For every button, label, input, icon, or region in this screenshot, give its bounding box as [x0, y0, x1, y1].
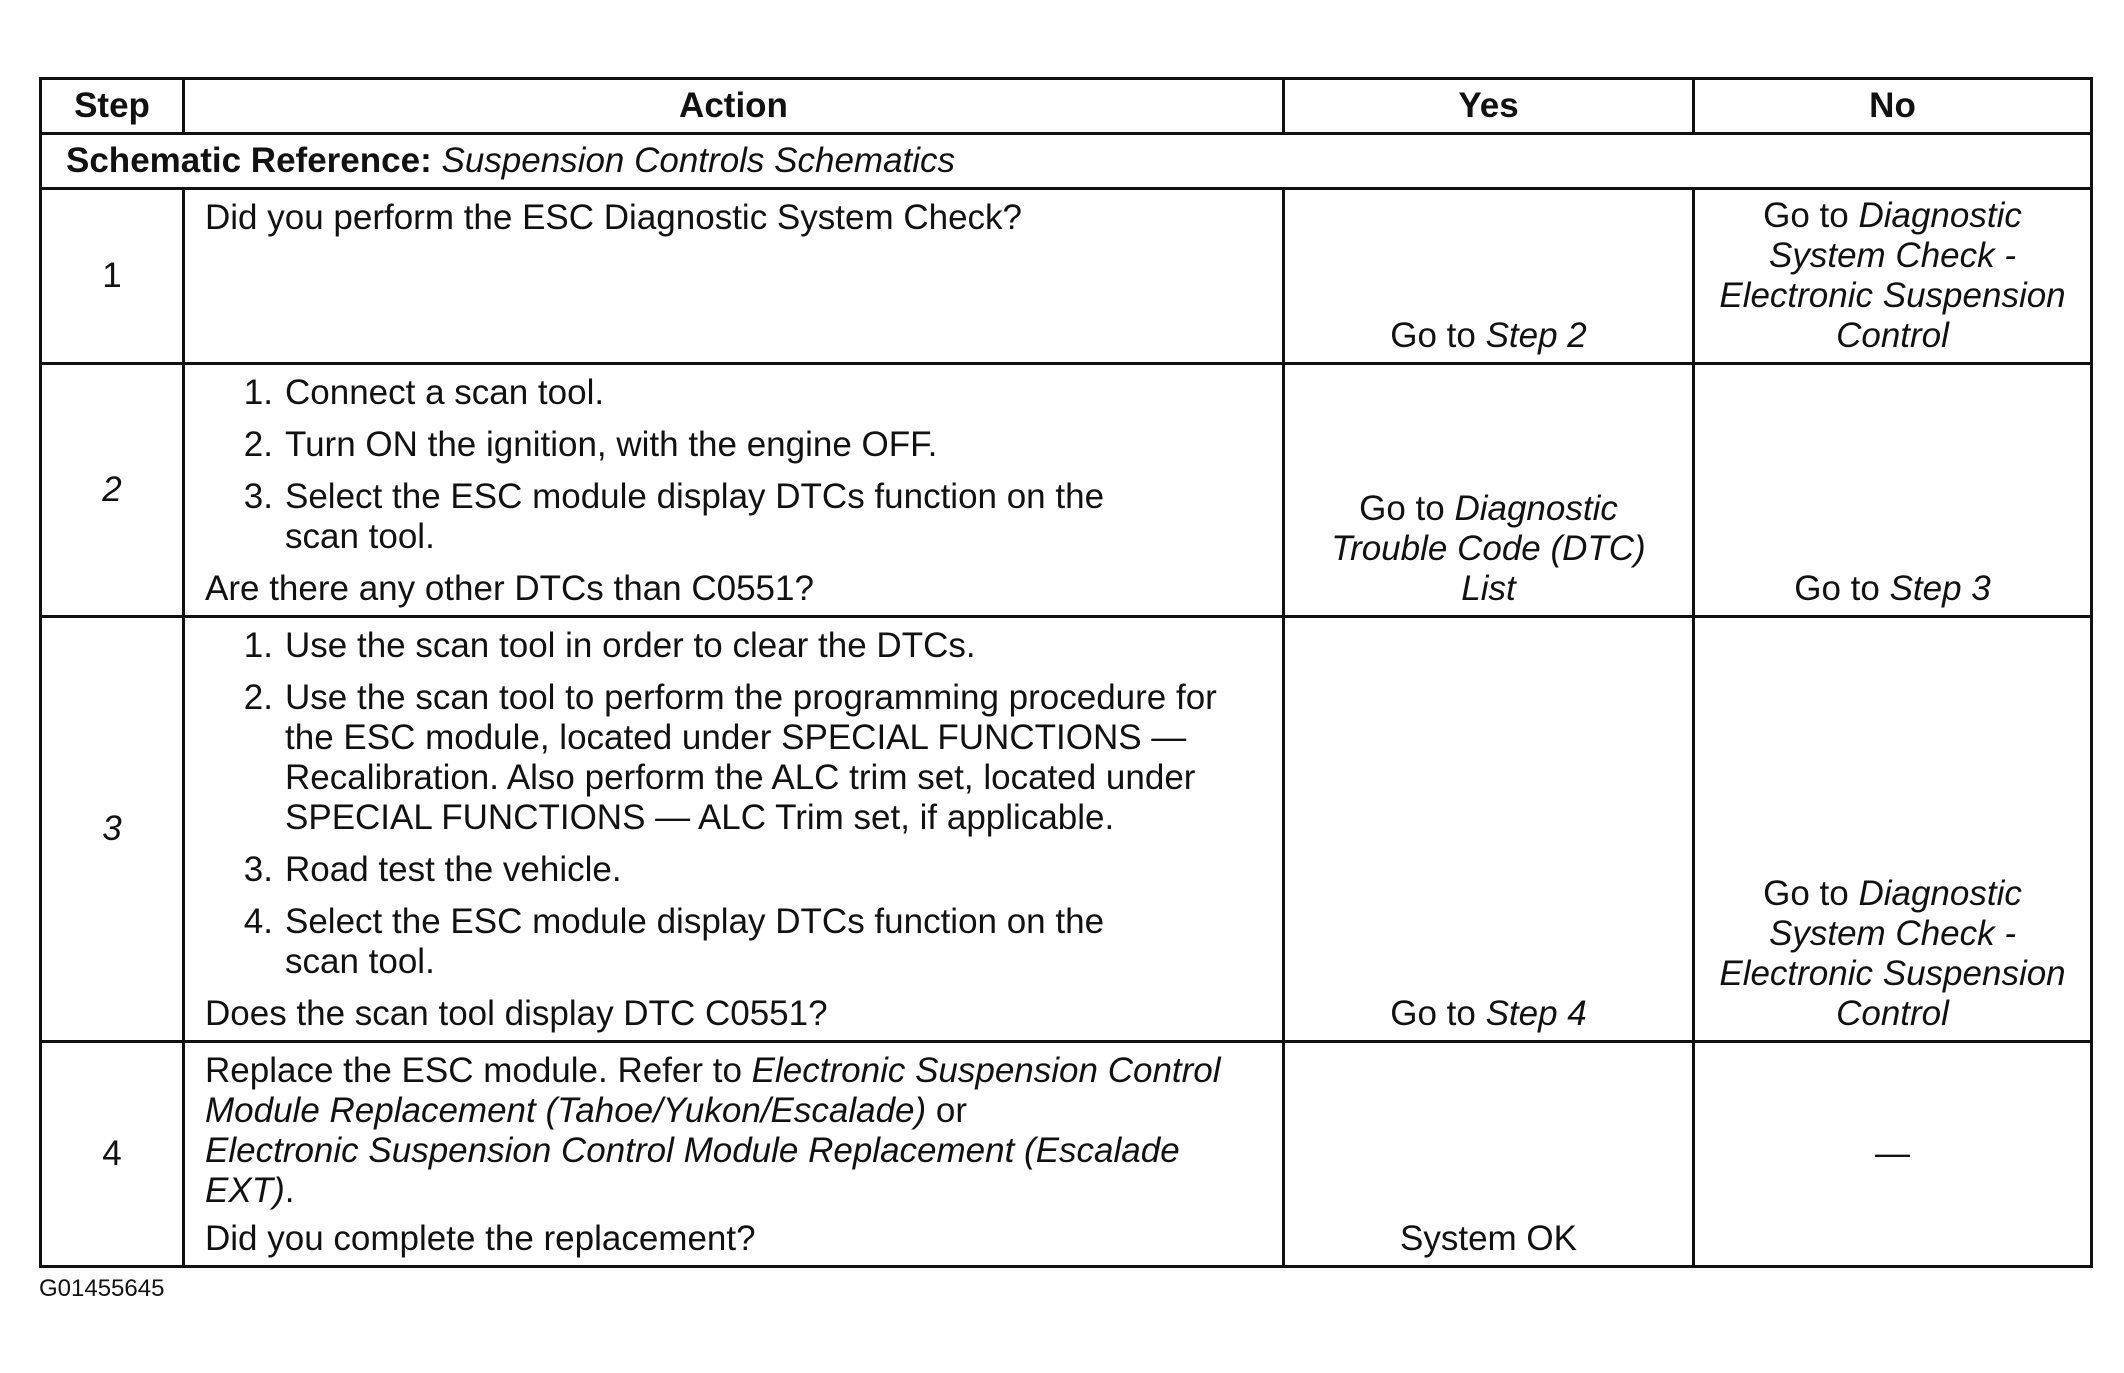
substep-number: 4.: [243, 902, 273, 941]
substep-text: Use the scan tool to perform the programming procedure for the ESC module, located under SPECIAL FUNCTIONS — Recalibration. Also perform the ALC trim set, located under SPECIAL FUNCTIONS — ALC Trim set, if applicable.: [285, 678, 1217, 837]
step-number: 4: [41, 1042, 184, 1267]
substep-text: Select the ESC module display DTCs function on the scan tool.: [285, 477, 1105, 556]
no-link-line: [1705, 874, 2080, 914]
no-prefix: Go to: [1794, 569, 1890, 608]
substep-number: 1.: [243, 373, 273, 412]
action-cell: [184, 617, 1284, 1042]
no-link-line[interactable]: Control: [1836, 994, 1949, 1033]
schematic-reference: [41, 134, 2092, 189]
yes-link[interactable]: Step 2: [1485, 316, 1587, 355]
list-item: [205, 850, 1266, 890]
yes-prefix: Go to: [1390, 316, 1486, 355]
header-row: [41, 79, 2092, 134]
substep-text: Connect a scan tool.: [285, 373, 605, 412]
action-question: Did you perform the ESC Diagnostic System Check?: [205, 198, 1022, 237]
list-item: [205, 678, 1266, 838]
action-instruction: [205, 1051, 1266, 1211]
no-link[interactable]: Diagnostic: [1858, 874, 2022, 913]
yes-link[interactable]: Step 4: [1485, 994, 1587, 1033]
substep-number: 2.: [243, 678, 273, 717]
yes-link-line[interactable]: List: [1461, 569, 1516, 608]
no-cell: [1694, 189, 2092, 364]
yes-cell: [1284, 189, 1694, 364]
substep-text: Use the scan tool in order to clear the DTCs.: [285, 626, 976, 665]
no-prefix: Go to: [1763, 874, 1859, 913]
table-row: [41, 189, 2092, 364]
no-prefix: Go to: [1763, 196, 1859, 235]
table-row: [41, 364, 2092, 617]
substep-text: Turn ON the ignition, with the engine OFF.: [285, 425, 938, 464]
no-cell: [1694, 1042, 2092, 1267]
no-link-line[interactable]: System Check -: [1769, 914, 2016, 953]
header-step: Step: [41, 79, 184, 134]
figure-id: G01455645: [39, 1275, 165, 1302]
substep-number: 1.: [243, 626, 273, 665]
header-action: Action: [184, 79, 1284, 134]
yes-link-line[interactable]: Trouble Code (DTC): [1331, 529, 1646, 568]
schematic-reference-row: [41, 134, 2092, 189]
substep-list: [205, 373, 1266, 557]
no-link[interactable]: Step 3: [1889, 569, 1991, 608]
list-item: [205, 477, 1266, 557]
procedure-link[interactable]: Electronic Suspension Control Module Replacement (Tahoe/Yukon/Escalade): [205, 1051, 1221, 1130]
action-question: Does the scan tool display DTC C0551?: [205, 994, 828, 1033]
no-link[interactable]: Diagnostic: [1858, 196, 2022, 235]
step-number: 1: [41, 189, 184, 364]
header-no: No: [1694, 79, 2092, 134]
list-item: [205, 902, 1266, 982]
action-question: Are there any other DTCs than C0551?: [205, 569, 814, 608]
schematic-reference-label: Schematic Reference:: [66, 141, 432, 180]
substep-text: Select the ESC module display DTCs function on the scan tool.: [285, 902, 1105, 981]
substep-number: 3.: [243, 850, 273, 889]
action-text: .: [284, 1171, 295, 1210]
yes-link[interactable]: Diagnostic: [1454, 489, 1618, 528]
yes-result: System OK: [1400, 1219, 1577, 1258]
no-link-line[interactable]: Control: [1836, 316, 1949, 355]
list-item: [205, 626, 1266, 666]
action-text: Replace the ESC module. Refer to: [205, 1051, 752, 1090]
action-text: or: [926, 1091, 968, 1130]
no-cell: [1694, 617, 2092, 1042]
no-result: —: [1875, 1134, 1910, 1173]
yes-cell: [1284, 364, 1694, 617]
procedure-link[interactable]: Electronic Suspension Control Module Replacement (Escalade EXT): [205, 1131, 1180, 1210]
action-cell: [184, 364, 1284, 617]
table-row: [41, 617, 2092, 1042]
step-number: 3: [41, 617, 184, 1042]
yes-prefix: Go to: [1359, 489, 1455, 528]
substep-list: [205, 626, 1266, 982]
list-item: [205, 425, 1266, 465]
step-number: 2: [41, 364, 184, 617]
action-cell: [184, 1042, 1284, 1267]
action-cell: [184, 189, 1284, 364]
no-link-line[interactable]: Electronic Suspension: [1719, 954, 2066, 993]
diagnostic-table: [39, 77, 2093, 1268]
action-question: Did you complete the replacement?: [205, 1219, 756, 1258]
substep-number: 2.: [243, 425, 273, 464]
no-link-line[interactable]: Electronic Suspension: [1719, 276, 2066, 315]
no-link-line: [1705, 196, 2080, 236]
schematic-reference-link[interactable]: Suspension Controls Schematics: [441, 141, 956, 180]
yes-cell: [1284, 617, 1694, 1042]
header-yes: Yes: [1284, 79, 1694, 134]
yes-cell: [1284, 1042, 1694, 1267]
table-row: [41, 1042, 2092, 1267]
yes-link-line: [1295, 489, 1682, 529]
list-item: [205, 373, 1266, 413]
substep-number: 3.: [243, 477, 273, 516]
substep-text: Road test the vehicle.: [285, 850, 622, 889]
yes-prefix: Go to: [1390, 994, 1486, 1033]
no-cell: [1694, 364, 2092, 617]
no-link-line[interactable]: System Check -: [1769, 236, 2016, 275]
